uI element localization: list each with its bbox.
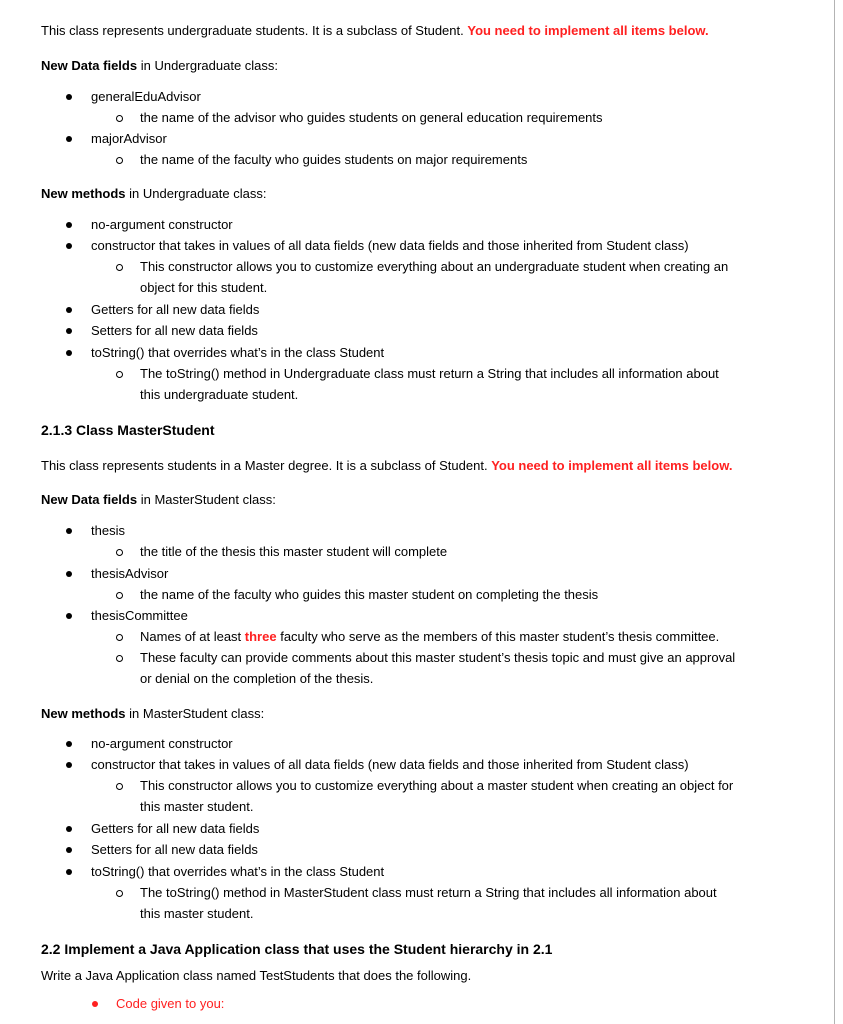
master-fields-heading: New Data fields in MasterStudent class: bbox=[41, 492, 276, 507]
method-item: constructor that takes in values of all data fields (new data fields and those inherited from Student class) bbox=[91, 757, 689, 772]
sub-bullet-icon bbox=[116, 655, 123, 662]
page-edge bbox=[834, 0, 835, 1024]
method-item: toString() that overrides what’s in the class Student bbox=[91, 864, 385, 879]
bullet-icon bbox=[66, 571, 72, 577]
constructor-note: This constructor allows you to customize everything about a master student when creating an object for bbox=[140, 778, 734, 793]
sub-bullet-icon bbox=[116, 634, 123, 641]
field-general-edu-advisor-desc: the name of the advisor who guides students on general education requirements bbox=[140, 110, 603, 125]
bullet-icon bbox=[66, 826, 72, 832]
field-thesis: thesis bbox=[91, 523, 125, 538]
field-thesis-desc: the title of the thesis this master student will complete bbox=[140, 544, 448, 559]
method-item: no-argument constructor bbox=[91, 736, 233, 751]
bullet-icon bbox=[66, 869, 72, 875]
tostring-note: The toString() method in MasterStudent class must return a String that includes all information about bbox=[140, 885, 717, 900]
field-general-edu-advisor: generalEduAdvisor bbox=[91, 89, 201, 104]
method-item: Setters for all new data fields bbox=[91, 842, 258, 857]
sub-bullet-icon bbox=[116, 890, 123, 897]
master-intro: This class represents students in a Master degree. It is a subclass of Student. You need to implement all items below. bbox=[41, 458, 733, 473]
sub-bullet-icon bbox=[116, 549, 123, 556]
app-description: Write a Java Application class named TestStudents that does the following. bbox=[41, 968, 472, 983]
sub-bullet-icon bbox=[116, 157, 123, 164]
undergrad-fields-heading: New Data fields in Undergraduate class: bbox=[41, 58, 279, 73]
sub-bullet-icon bbox=[116, 783, 123, 790]
method-item: Getters for all new data fields bbox=[91, 821, 260, 836]
bullet-icon bbox=[66, 528, 72, 534]
tostring-note-cont: this undergraduate student. bbox=[140, 387, 299, 402]
undergrad-methods-heading: New methods in Undergraduate class: bbox=[41, 186, 267, 201]
master-intro-emphasis: You need to implement all items below. bbox=[491, 458, 733, 473]
master-methods-heading: New methods in MasterStudent class: bbox=[41, 706, 265, 721]
committee-count-emphasis: three bbox=[244, 629, 277, 644]
bullet-icon bbox=[66, 94, 72, 100]
bullet-icon bbox=[66, 847, 72, 853]
undergrad-intro-emphasis: You need to implement all items below. bbox=[467, 23, 709, 38]
constructor-note-cont: object for this student. bbox=[140, 280, 268, 295]
undergrad-intro: This class represents undergraduate students. It is a subclass of Student. You need to implement all items below. bbox=[41, 23, 709, 38]
committee-note-2: These faculty can provide comments about this master student’s thesis topic and must give an approval bbox=[140, 650, 736, 665]
sub-bullet-icon bbox=[116, 371, 123, 378]
bullet-icon bbox=[92, 1001, 98, 1007]
bullet-icon bbox=[66, 613, 72, 619]
tostring-note: The toString() method in Undergraduate class must return a String that includes all information about bbox=[140, 366, 719, 381]
master-section-heading: 2.1.3 Class MasterStudent bbox=[41, 422, 215, 438]
bullet-icon bbox=[66, 350, 72, 356]
tostring-note-cont: this master student. bbox=[140, 906, 254, 921]
committee-note: Names of at least three faculty who serve as the members of this master student’s thesis committee. bbox=[140, 629, 720, 644]
bullet-icon bbox=[66, 136, 72, 142]
field-thesis-committee: thesisCommittee bbox=[91, 608, 188, 623]
bullet-icon bbox=[66, 243, 72, 249]
method-item: no-argument constructor bbox=[91, 217, 233, 232]
method-item: toString() that overrides what’s in the class Student bbox=[91, 345, 385, 360]
field-thesis-advisor-desc: the name of the faculty who guides this master student on completing the thesis bbox=[140, 587, 599, 602]
sub-bullet-icon bbox=[116, 592, 123, 599]
sub-bullet-icon bbox=[116, 264, 123, 271]
method-item: Setters for all new data fields bbox=[91, 323, 258, 338]
bullet-icon bbox=[66, 328, 72, 334]
bullet-icon bbox=[66, 762, 72, 768]
committee-note-2-cont: or denial on the completion of the thesis. bbox=[140, 671, 374, 686]
method-item: constructor that takes in values of all data fields (new data fields and those inherited from Student class) bbox=[91, 238, 689, 253]
bullet-icon bbox=[66, 307, 72, 313]
field-major-advisor-desc: the name of the faculty who guides students on major requirements bbox=[140, 152, 528, 167]
field-thesis-advisor: thesisAdvisor bbox=[91, 566, 169, 581]
constructor-note-cont: this master student. bbox=[140, 799, 254, 814]
bullet-icon bbox=[66, 741, 72, 747]
method-item: Getters for all new data fields bbox=[91, 302, 260, 317]
field-major-advisor: majorAdvisor bbox=[91, 131, 167, 146]
app-section-heading: 2.2 Implement a Java Application class that uses the Student hierarchy in 2.1 bbox=[41, 941, 553, 957]
sub-bullet-icon bbox=[116, 115, 123, 122]
bullet-icon bbox=[66, 222, 72, 228]
code-given-label: Code given to you: bbox=[116, 996, 225, 1011]
constructor-note: This constructor allows you to customize everything about an undergraduate student when creating an bbox=[140, 259, 729, 274]
